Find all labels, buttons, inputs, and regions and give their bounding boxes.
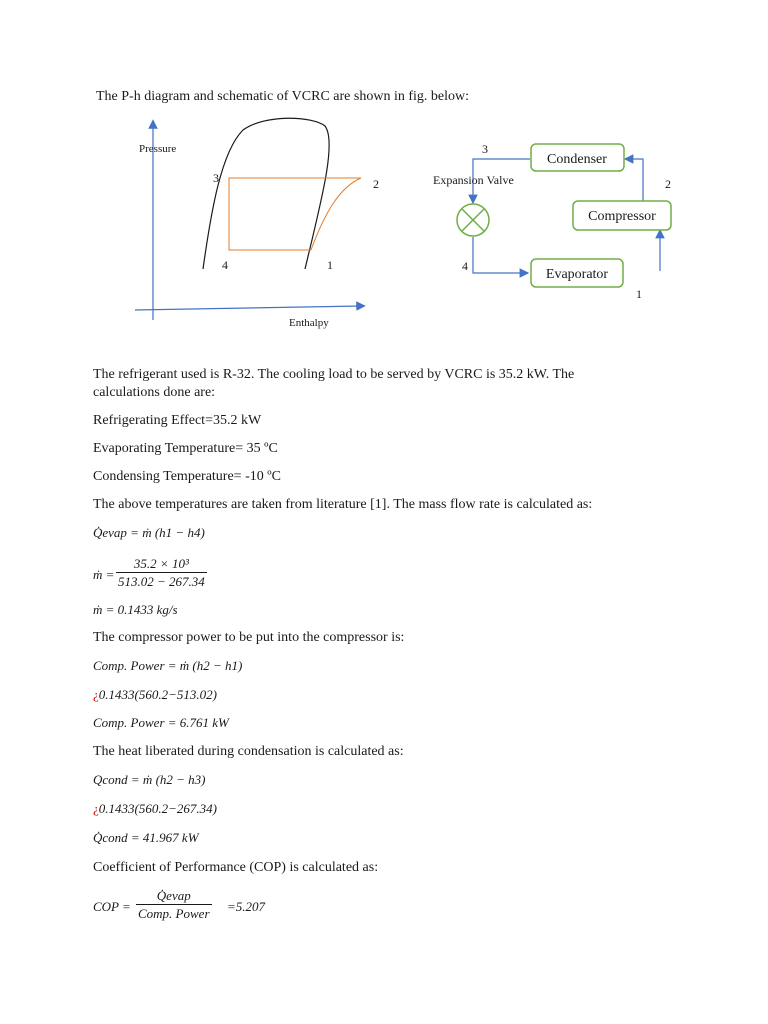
eq-mdot-fraction (116, 556, 207, 590)
cop-intro: Coefficient of Performance (COP) is calculated as: (93, 860, 379, 875)
eq-qcond-result: Q̇cond = 41.967 kW (93, 830, 199, 845)
eq-cop-result: =5.207 (227, 899, 266, 914)
compressor-intro: The compressor power to be put into the compressor is: (93, 630, 405, 645)
eq-comp-result: Comp. Power = 6.761 kW (93, 715, 229, 730)
eq-mdot-numerator: 35.2 × 10³ (133, 556, 189, 571)
x-axis (135, 306, 361, 310)
ph-point-2: 2 (373, 177, 379, 191)
ph-point-3: 3 (213, 171, 219, 185)
compressor-label: Compressor (588, 209, 656, 224)
eq-comp-power: Comp. Power = ṁ (h2 − h1) (93, 658, 243, 673)
saturation-dome (203, 118, 329, 269)
sch-point-3: 3 (482, 142, 488, 156)
ph-point-1: 1 (327, 258, 333, 272)
mass-flow-intro: The above temperatures are taken from literature [1]. The mass flow rate is calculated as: (93, 497, 593, 512)
eq-mdot-lhs: ṁ = (93, 567, 115, 582)
para1-line2: calculations done are: (93, 385, 216, 400)
eq-cop-numerator: Q̇evap (156, 888, 191, 903)
ph-diagram (125, 112, 385, 337)
error-glyph: ¿ (93, 801, 99, 816)
eq-cop-denominator: Comp. Power (138, 906, 210, 921)
cycle-path (229, 178, 361, 250)
eq-cop-lhs: COP = (93, 899, 131, 914)
ph-xlabel: Enthalpy (289, 317, 329, 329)
error-glyph: ¿ (93, 687, 99, 702)
pipe-2 (625, 159, 643, 201)
ph-point-4: 4 (222, 258, 228, 272)
sch-point-2: 2 (665, 177, 671, 191)
eq-qevap: Q̇evap = ṁ (h1 − h4) (93, 525, 205, 540)
para1-line1: The refrigerant used is R-32. The cooling load to be served by VCRC is 35.2 kW. The (93, 367, 575, 382)
sch-point-1: 1 (636, 287, 642, 301)
eq-mdot-denominator: 513.02 − 267.34 (118, 574, 205, 589)
sch-point-4: 4 (462, 259, 468, 273)
evaporator-label: Evaporator (545, 267, 609, 282)
condensing-temperature: Condensing Temperature= -10 ºC (93, 469, 281, 484)
vcrc-schematic (425, 135, 690, 305)
eq-cop-fraction (136, 888, 212, 922)
eq-qcond: Qcond = ṁ (h2 − h3) (93, 772, 206, 787)
eq-mdot-result: ṁ = 0.1433 kg/s (93, 602, 178, 617)
evaporating-temperature: Evaporating Temperature= 35 ºC (93, 441, 278, 456)
eq-comp-values: ¿0.1433(560.2−513.02) (93, 687, 217, 702)
refrigerating-effect: Refrigerating Effect=35.2 kW (93, 413, 262, 428)
pipe-4 (473, 237, 528, 273)
ph-ylabel: Pressure (139, 143, 177, 155)
condensation-intro: The heat liberated during condensation is calculated as: (93, 744, 404, 759)
intro-text: The P-h diagram and schematic of VCRC are shown in fig. below: (96, 89, 469, 104)
eq-qcond-values: ¿0.1433(560.2−267.34) (93, 801, 217, 816)
condenser-label: Condenser (547, 152, 607, 167)
expansion-valve-label: Expansion Valve (433, 173, 514, 187)
